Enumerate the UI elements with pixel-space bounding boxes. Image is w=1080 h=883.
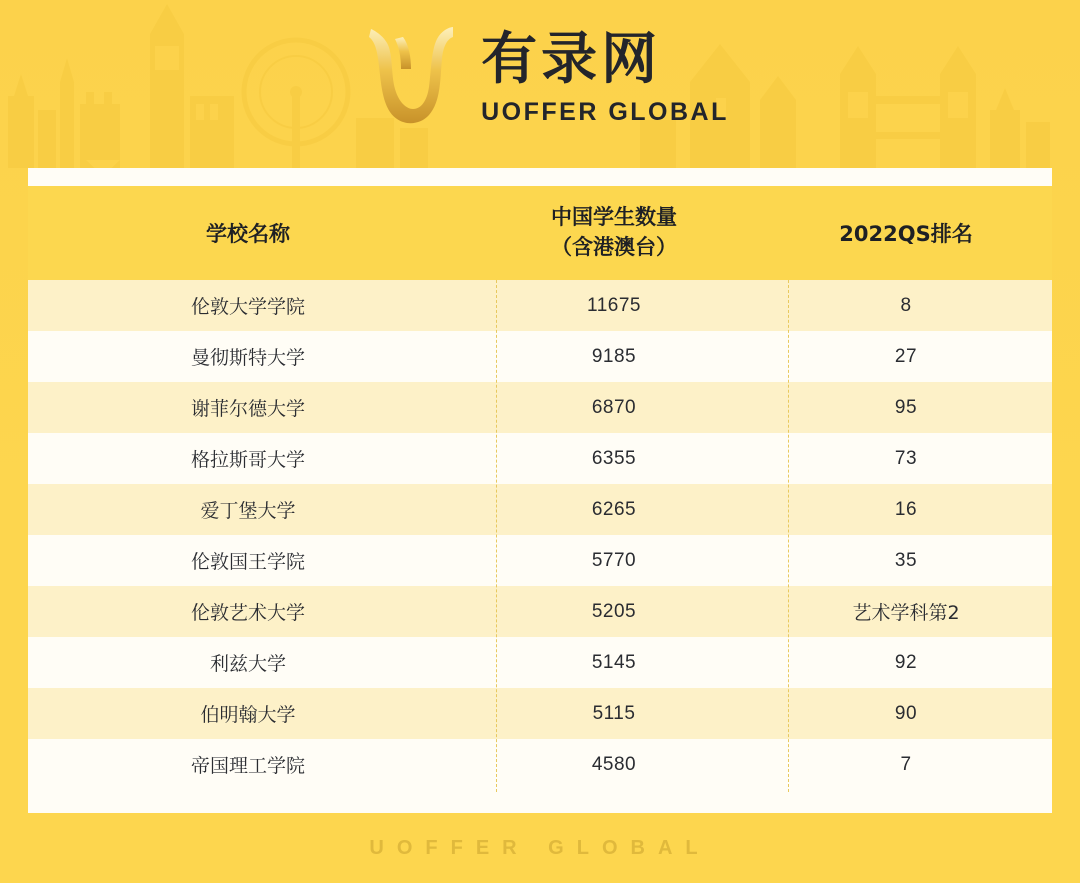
column-header-students [468, 186, 760, 280]
cell-students: 11675 [468, 280, 760, 331]
cell-students: 5115 [468, 688, 760, 739]
footer-brand-text: UOFFER GLOBAL [369, 836, 711, 859]
banner-notch [86, 160, 120, 168]
table-row [28, 637, 1052, 688]
cell-school: 谢菲尔德大学 [28, 382, 468, 433]
table-row [28, 586, 1052, 637]
universities-table [28, 186, 1052, 790]
table-row [28, 433, 1052, 484]
brand-name-cn: 有录网 [481, 26, 662, 92]
column-header-students-line1: 中国学生数量 [551, 205, 677, 230]
table-row [28, 739, 1052, 790]
cell-qs: 73 [760, 433, 1052, 484]
cell-students: 9185 [468, 331, 760, 382]
cell-qs: 7 [760, 739, 1052, 790]
cell-qs: 92 [760, 637, 1052, 688]
cell-students: 5205 [468, 586, 760, 637]
column-header-qs: 2022QS排名 [760, 186, 1052, 280]
cell-students: 4580 [468, 739, 760, 790]
cell-school: 格拉斯哥大学 [28, 433, 468, 484]
cell-students: 6355 [468, 433, 760, 484]
cell-school: 伦敦大学学院 [28, 280, 468, 331]
cell-qs: 27 [760, 331, 1052, 382]
footer [0, 813, 1080, 883]
cell-school: 伦敦国王学院 [28, 535, 468, 586]
table-row [28, 382, 1052, 433]
table-row [28, 535, 1052, 586]
cell-students: 5770 [468, 535, 760, 586]
table-row [28, 280, 1052, 331]
brand-block [0, 0, 1080, 168]
table-row [28, 688, 1052, 739]
table-header-row [28, 186, 1052, 280]
cell-qs: 35 [760, 535, 1052, 586]
cell-students: 6870 [468, 382, 760, 433]
cell-qs: 95 [760, 382, 1052, 433]
uoffer-u-logo-icon [351, 23, 471, 133]
brand-name-en: UOFFER GLOBAL [481, 97, 729, 126]
table-row [28, 484, 1052, 535]
table-row [28, 331, 1052, 382]
cell-qs: 艺术学科第2 [760, 586, 1052, 637]
header-banner [0, 0, 1080, 168]
cell-students: 6265 [468, 484, 760, 535]
column-header-students-line2: （含港澳台） [551, 235, 677, 259]
cell-school: 爱丁堡大学 [28, 484, 468, 535]
cell-qs: 90 [760, 688, 1052, 739]
cell-qs: 8 [760, 280, 1052, 331]
cell-school: 伯明翰大学 [28, 688, 468, 739]
cell-school: 伦敦艺术大学 [28, 586, 468, 637]
column-header-school: 学校名称 [28, 186, 468, 280]
cell-qs: 16 [760, 484, 1052, 535]
cell-students: 5145 [468, 637, 760, 688]
cell-school: 曼彻斯特大学 [28, 331, 468, 382]
cell-school: 利兹大学 [28, 637, 468, 688]
table-card [28, 168, 1052, 813]
cell-school: 帝国理工学院 [28, 739, 468, 790]
